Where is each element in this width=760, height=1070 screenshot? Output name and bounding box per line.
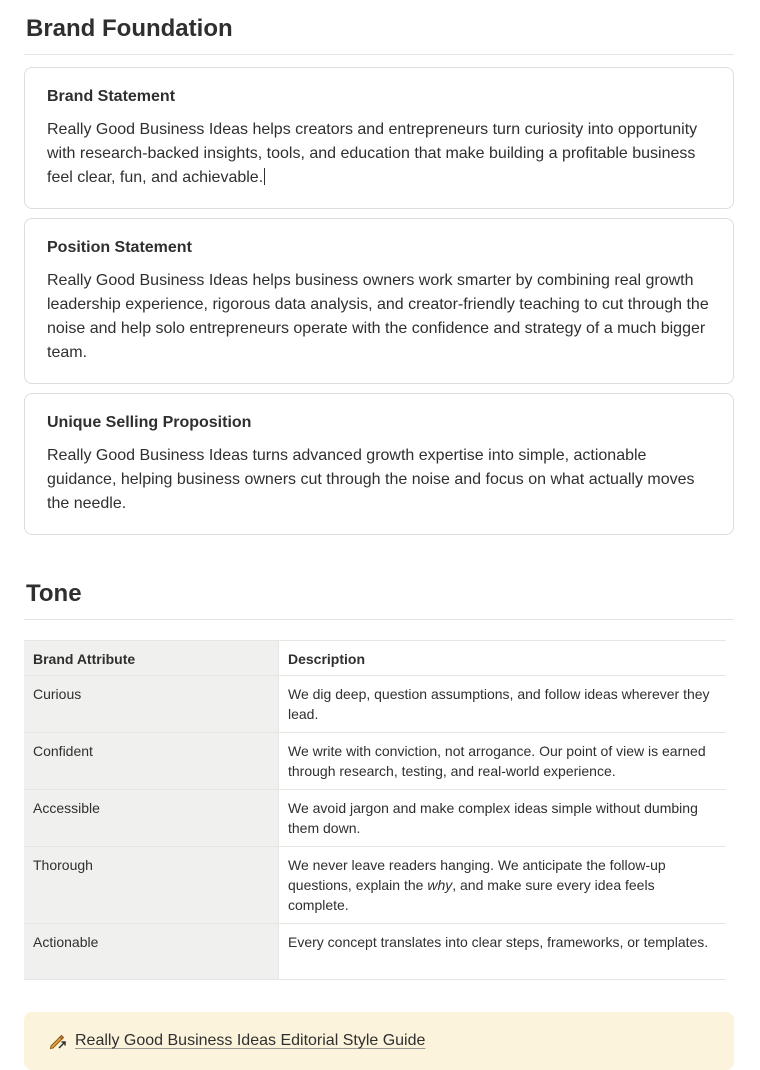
brand-foundation-heading: Brand Foundation: [24, 0, 734, 55]
column-header-brand-attribute[interactable]: Brand Attribute: [24, 641, 279, 676]
description-cell[interactable]: Every concept translates into clear steps, frameworks, or templates.: [279, 924, 727, 980]
table-row: [24, 847, 726, 924]
pencil-arrow-icon: [48, 1031, 68, 1051]
usp-card[interactable]: [24, 393, 734, 535]
position-statement-card[interactable]: [24, 218, 734, 384]
description-cell[interactable]: We avoid jargon and make complex ideas simple without dumbing them down.: [279, 790, 727, 847]
card-body[interactable]: Really Good Business Ideas turns advanced growth expertise into simple, actionable guidance, helping business owners cut through the noise and focus on what actually moves the needle.: [47, 447, 695, 512]
attribute-cell[interactable]: Curious: [24, 676, 279, 733]
table-header-row: [24, 641, 726, 676]
column-header-description[interactable]: Description: [279, 641, 727, 676]
tone-table: [24, 640, 726, 980]
card-title: Position Statement: [47, 239, 192, 256]
description-emphasis: why: [427, 877, 453, 893]
attribute-cell[interactable]: Actionable: [24, 924, 279, 980]
page-content: [24, 0, 734, 1070]
card-body[interactable]: Really Good Business Ideas helps business owners work smarter by combining real growth leadership experience, rigorous data analysis, and creator-friendly teaching to cut through the noise and help solo entrepreneurs operate with the confidence and strategy of a much bigger team.: [47, 272, 709, 361]
attribute-cell[interactable]: Thorough: [24, 847, 279, 924]
style-guide-link[interactable]: Really Good Business Ideas Editorial Style Guide: [75, 1032, 426, 1049]
card-body-text: Really Good Business Ideas helps creators and entrepreneurs turn curiosity into opportunity with research-backed insights, tools, and education that make building a profitable business feel clear, fun, and achievable.: [47, 121, 698, 186]
card-title: Unique Selling Proposition: [47, 414, 252, 431]
attribute-cell[interactable]: Accessible: [24, 790, 279, 847]
table-row: [24, 733, 726, 790]
table-row: [24, 924, 726, 980]
description-text: , and make sure every idea feels complete.: [288, 877, 655, 913]
table-row: [24, 676, 726, 733]
description-text: We never leave readers hanging. We anticipate the follow-up questions, explain the: [288, 857, 666, 893]
brand-statement-card[interactable]: [24, 67, 734, 209]
description-cell[interactable]: We write with conviction, not arrogance. Our point of view is earned through research, testing, and real-world experience.: [279, 733, 727, 790]
text-cursor: [264, 168, 265, 185]
description-cell[interactable]: We dig deep, question assumptions, and follow ideas wherever they lead.: [279, 676, 727, 733]
card-title: Brand Statement: [47, 88, 176, 105]
style-guide-callout: [24, 1012, 734, 1070]
card-body[interactable]: [47, 118, 711, 190]
table-row: [24, 790, 726, 847]
description-cell[interactable]: [279, 847, 727, 924]
tone-heading: Tone: [24, 565, 734, 620]
attribute-cell[interactable]: Confident: [24, 733, 279, 790]
